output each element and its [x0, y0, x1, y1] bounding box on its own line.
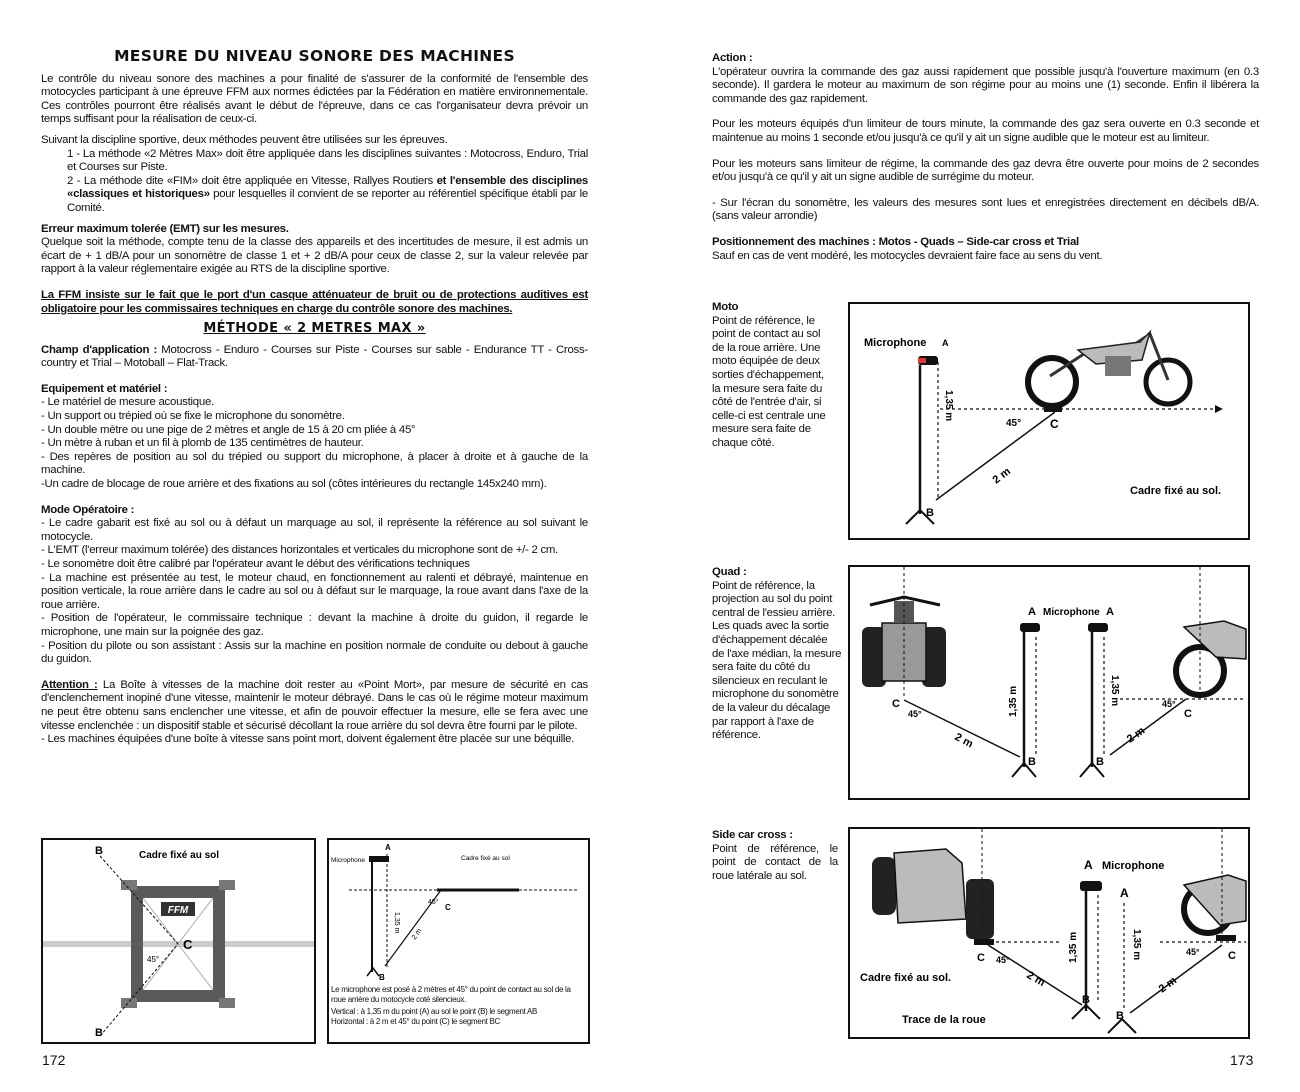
equipment-item: - Un mètre à ruban et un fil à plomb de 135 centimètres de hauteur.	[41, 437, 364, 450]
sidecar-title: Side car cross :	[712, 829, 793, 841]
moto-engine	[1105, 356, 1131, 376]
attention-paragraph	[41, 679, 588, 733]
angle-label: 45°	[908, 709, 922, 719]
point-a-label: A	[385, 843, 391, 852]
frame-caption: Cadre fixé au sol.	[860, 972, 952, 984]
point-c-label: C	[445, 903, 451, 912]
method-2-text-c: pour lesquelles il convient de se reporter au référentiel spécifique établi par le Comité.	[67, 188, 588, 214]
ffm-logo: FFM	[167, 905, 189, 916]
position-title: Positionnement des machines : Motos - Quads – Side-car cross et Trial	[712, 235, 1079, 248]
microphone-icon	[1080, 881, 1102, 891]
distance-label: 2 m	[1156, 974, 1180, 996]
quad-text: Point de référence, la projection au sol du point central de l'essieu arrière. Les quads avec la sortie d'échappement décalée de l'axe médian, la mesure sera faite du côté du silencieux en reculant le microphone du sonomètre de la valeur du décalage par rapport à l'axe de référence.	[712, 579, 842, 742]
angle-label: 45°	[428, 899, 439, 906]
methods-intro: Suivant la discipline sportive, deux méthodes peuvent être utilisées sur les épreuves.	[41, 133, 448, 146]
champ-label: Champ d'application :	[41, 343, 157, 356]
attention-label: Attention :	[41, 678, 98, 691]
point-b-label: B	[95, 845, 103, 857]
mode-item: - Position de l'opérateur, le commissaire technique : devant la machine à droite du guidon, il regarde le microphone, une main sur la poignée des gaz.	[41, 612, 588, 638]
point-c-label: C	[1050, 417, 1059, 431]
frame-left-bar	[131, 886, 143, 1002]
equipment-title: Equipement et matériel :	[41, 382, 168, 395]
frame-caption: Cadre fixé au sol	[461, 855, 510, 862]
sidecar-diagram-svg	[850, 829, 1248, 1037]
microphone-icon	[369, 856, 389, 862]
frame-top-bar	[131, 886, 225, 898]
distance-label: 2 m	[410, 927, 424, 942]
wheel-trace-caption: Trace de la roue	[902, 1014, 986, 1026]
method-title: MÉTHODE « 2 METRES MAX »	[203, 321, 426, 337]
quad-side-body	[1184, 621, 1246, 659]
point-b-label: B	[379, 973, 385, 982]
equipment-item: -Un cadre de blocage de roue arrière et des fixations au sol (côtes intérieures du rectangle 145x240 mm).	[41, 478, 547, 491]
ground-frame	[1216, 935, 1236, 941]
ffm-warning: La FFM insiste sur le fait que le port d'un casque atténuateur de bruit ou de protections auditives est obligatoire pour les commissaires techniques en charge du contrôle sonore des machines.	[41, 288, 588, 315]
quad-diagram-svg	[850, 567, 1248, 798]
position-paragraph: Sauf en cas de vent modéré, les motocycles devraient faire face au sens du vent.	[712, 249, 1103, 262]
point-a-label: A	[1084, 858, 1093, 872]
frame-caption: Cadre fixé au sol	[139, 850, 220, 861]
method-2-text-bold: et l'ensemble des disciplines «classiques et historiques»	[67, 174, 588, 201]
microphone-tip	[918, 358, 926, 363]
mode-item: - La machine est présentée au test, le moteur chaud, en fonctionnement au ralenti et débrayé, maintenue en position verticale, la roue arrière dans le cadre au sol ou à défaut sur le marquage, la roue avant dans l'axe de la roue arrière.	[41, 571, 588, 611]
action-title: Action :	[712, 52, 753, 64]
intro-paragraph: Le contrôle du niveau sonore des machines a pour finalité de s'assurer de la conformité de l'ensemble des motocycles participant à une épreuve FFM aux normes édictées par la Fédération en matière environnementale. Ces contrôles pourront être réalisés avant le début de l'épreuve, dans ce cas l'organisateur devra prévoir un temps suffisant pour la réalisation de ceux-ci.	[41, 72, 588, 126]
screen-paragraph: - Sur l'écran du sonomètre, les valeurs des mesures sont lues et enregistrées directement en décibels dB/A. (sans valeur arrondie)	[712, 196, 1259, 223]
angle-label: 45°	[996, 955, 1010, 965]
frame-foot	[121, 880, 137, 890]
method-1: 1 - La méthode «2 Mètres Max» doit être appliquée dans les disciplines suivantes : Motocross, Enduro, Trial et Courses sur Piste.	[67, 147, 588, 174]
distance-label: 2 m	[1124, 724, 1148, 746]
sidecar-body	[894, 849, 966, 923]
point-c-label: C	[1184, 708, 1192, 720]
sidecar-description	[712, 829, 838, 883]
height-label: 1,35 m	[1008, 685, 1019, 717]
angle-label: 45°	[147, 955, 160, 964]
sidecar-side-body	[1184, 875, 1246, 925]
height-label: 1,35 m	[1131, 929, 1142, 961]
height-label: 1,35 m	[1068, 931, 1079, 963]
quad-description	[712, 566, 842, 743]
sidecar-diagram	[848, 827, 1250, 1039]
equipment-item: - Un double mètre ou une pige de 2 mètres et angle de 15 à 20 cm pliée à 45°	[41, 423, 416, 436]
quad-title: Quad :	[712, 566, 747, 578]
equipment-item: - Le matériel de mesure acoustique.	[41, 396, 214, 409]
angle-label: 45°	[1006, 418, 1022, 429]
point-a-label: A	[942, 338, 949, 348]
attention-text: La Boîte à vitesses de la machine doit rester au «Point Mort», par mesure de sécurité en cas d'enclenchement inopiné d'une vitesse, maintenir le moteur débrayé. Dans le cas où le régime moteur maximum ne peut être obtenu sans enclencher une vitesse, et afin de pouvoir effectuer la mesure, elle se fera avec une vitesse enclenchée : un dispositif stable et sécurisé décollant la roue arrière du sol devra être fourni par le pilote.	[41, 678, 588, 732]
moto-front-wheel	[1146, 360, 1190, 404]
equipment-item: - Un support ou trépied où se fixe le microphone du sonomètre.	[41, 410, 345, 423]
point-c-label: C	[1228, 950, 1236, 962]
height-label: 1,35 m	[393, 912, 400, 934]
microphone-label: Microphone	[864, 337, 927, 349]
sidecar-text: Point de référence, le point de contact de la roue latérale au sol.	[712, 842, 838, 882]
point-b-label: B	[1082, 994, 1090, 1006]
mode-item: - Le cadre gabarit est fixé au sol ou à défaut un marquage au sol, il représente la référence au sol suivant le motocycle.	[41, 517, 588, 543]
point-b-label: B	[1096, 756, 1104, 768]
segment-bc	[936, 412, 1055, 500]
microphone-label: Microphone	[331, 857, 365, 864]
microphone-icon	[1088, 623, 1108, 632]
ground-frame	[1044, 405, 1062, 412]
no-limiter-paragraph: Pour les moteurs sans limiteur de régime, la commande des gaz devra être ouverte pour moins de 2 secondes et/ou jusqu'à ce qu'il y ait un signe audible de surrégime du moteur.	[712, 157, 1259, 184]
height-label: 1,35 m	[1109, 675, 1120, 707]
angle-label: 45°	[1186, 947, 1200, 957]
arrow-head	[1215, 405, 1223, 413]
caption-line: Vertical : à 1,35 m du point (A) au sol le point (B) le segment AB	[331, 1007, 538, 1016]
method-2	[41, 175, 588, 216]
moto-description	[712, 301, 834, 451]
microphone-label: Microphone	[1043, 607, 1100, 618]
point-b-label: B	[1028, 756, 1036, 768]
limiter-paragraph: Pour les moteurs équipés d'un limiteur de tours minute, la commande des gaz sera ouverte en 0.3 seconde et maintenue au moins 1 seconde et/ou jusqu'à ce qu'il y ait un signe audible que le moteur est au limiteur.	[712, 118, 1259, 144]
moto-text: Point de référence, le point de contact au sol de la roue arrière. Une moto équipée de deux sorties d'échappement, la mesure sera faite du côté de l'entrée d'air, si celle-ci est centrale une mesure sera faite de chaque côté.	[712, 314, 826, 449]
microphone-icon	[1020, 623, 1040, 632]
point-b-label: B	[1116, 1010, 1124, 1022]
moto-diagram	[848, 302, 1250, 540]
segment-bc	[1130, 945, 1222, 1013]
frame-foot	[219, 880, 235, 890]
frame-bottom-bar	[131, 990, 225, 1002]
point-c-label: C	[183, 937, 193, 952]
frame-diagram-svg	[43, 840, 314, 1042]
attention-extra: - Les machines équipées d'une boîte à vitesse sans point mort, doivent également être placée sur une béquille.	[41, 733, 575, 746]
sidecar-side-wheel	[966, 879, 994, 939]
angle-label: 45°	[1162, 699, 1176, 709]
point-a-label: A	[1106, 606, 1114, 618]
champ-text: Motocross - Enduro - Courses sur Piste - Courses sur sable - Endurance TT - Cross-country et Trial – Motoball – Flat-Track.	[41, 343, 588, 370]
point-b-label: B	[926, 507, 934, 519]
distance-label: 2 m	[1024, 969, 1047, 990]
mode-item: - Position du pilote ou son assistant : Assis sur la machine en position normale de conduite ou debout à gauche du guidon.	[41, 639, 588, 666]
method-2-text-a: 2 - La méthode dite «FIM» doit être appliquée en Vitesse, Rallyes Routiers	[67, 174, 437, 187]
quad-diagram	[848, 565, 1250, 800]
page-number: 173	[1230, 1052, 1254, 1068]
diagram-caption	[331, 985, 585, 1026]
sidecar-wheel	[872, 857, 896, 915]
emt-paragraph: Quelque soit la méthode, compte tenu de la classe des appareils et des incertitudes de mesure, il est admis un écart de + 1 dB/A pour un sonomètre de classe 1 et + 2 dB/A pour ceux de classe 2, sur la valeur relevée par rapport à la valeur réglementaire exigée au RTS de la discipline sportive.	[41, 236, 588, 276]
mode-title: Mode Opératoire :	[41, 503, 135, 516]
mode-item: - Le sonomètre doit être calibré par l'opérateur avant le début des vérifications techniques	[41, 558, 470, 570]
frame-diagram	[41, 838, 316, 1044]
distance-label: 2 m	[990, 465, 1013, 487]
height-label: 1,35 m	[943, 390, 954, 422]
moto-diagram-svg	[850, 304, 1248, 538]
frame-foot	[219, 998, 235, 1008]
point-c-label: C	[892, 698, 900, 710]
left-text-column	[41, 47, 588, 747]
point-b-label: B	[95, 1027, 103, 1039]
microphone-position-diagram	[327, 838, 590, 1044]
emt-title: Erreur maximum tolerée (EMT) sur les mesures.	[41, 222, 289, 235]
caption-line: Horizontal : à 2 m et 45° du point (C) le segment BC	[331, 1016, 501, 1026]
champ-application	[41, 344, 588, 371]
caption-line: Le microphone est posé à 2 mètres et 45° du point de contact au sol de la roue arrière du motocycle coté silencieux.	[331, 985, 571, 1004]
section-title: MESURE DU NIVEAU SONORE DES MACHINES	[114, 47, 515, 65]
right-page	[650, 0, 1300, 1092]
frame-right-bar	[213, 886, 225, 1002]
mode-item: - L'EMT (l'erreur maximum tolérée) des distances horizontales et verticales du microphone sont de +/- 2 cm.	[41, 544, 559, 557]
distance-label: 2 m	[952, 731, 975, 751]
microphone-label: Microphone	[1102, 860, 1165, 872]
right-text-column	[712, 52, 1259, 263]
point-a-label: A	[1120, 886, 1129, 900]
page-number: 172	[42, 1052, 66, 1068]
equipment-item: - Des repères de position au sol du trépied ou support du microphone, à placer à droite et à gauche de la machine.	[41, 450, 588, 477]
frame-foot	[121, 998, 137, 1008]
frame-caption: Cadre fixé au sol.	[1130, 485, 1222, 497]
action-paragraph: L'opérateur ouvrira la commande des gaz aussi rapidement que possible jusqu'à l'ouverture maximum (en 0.3 seconde). Il gardera le moteur au maximum de son régime pour au moins une (1) seconde. Enfin il libérera la commande des gaz rapidement.	[712, 65, 1259, 105]
point-a-label: A	[1028, 606, 1036, 618]
moto-title: Moto	[712, 301, 739, 313]
point-c-label: C	[977, 952, 985, 964]
